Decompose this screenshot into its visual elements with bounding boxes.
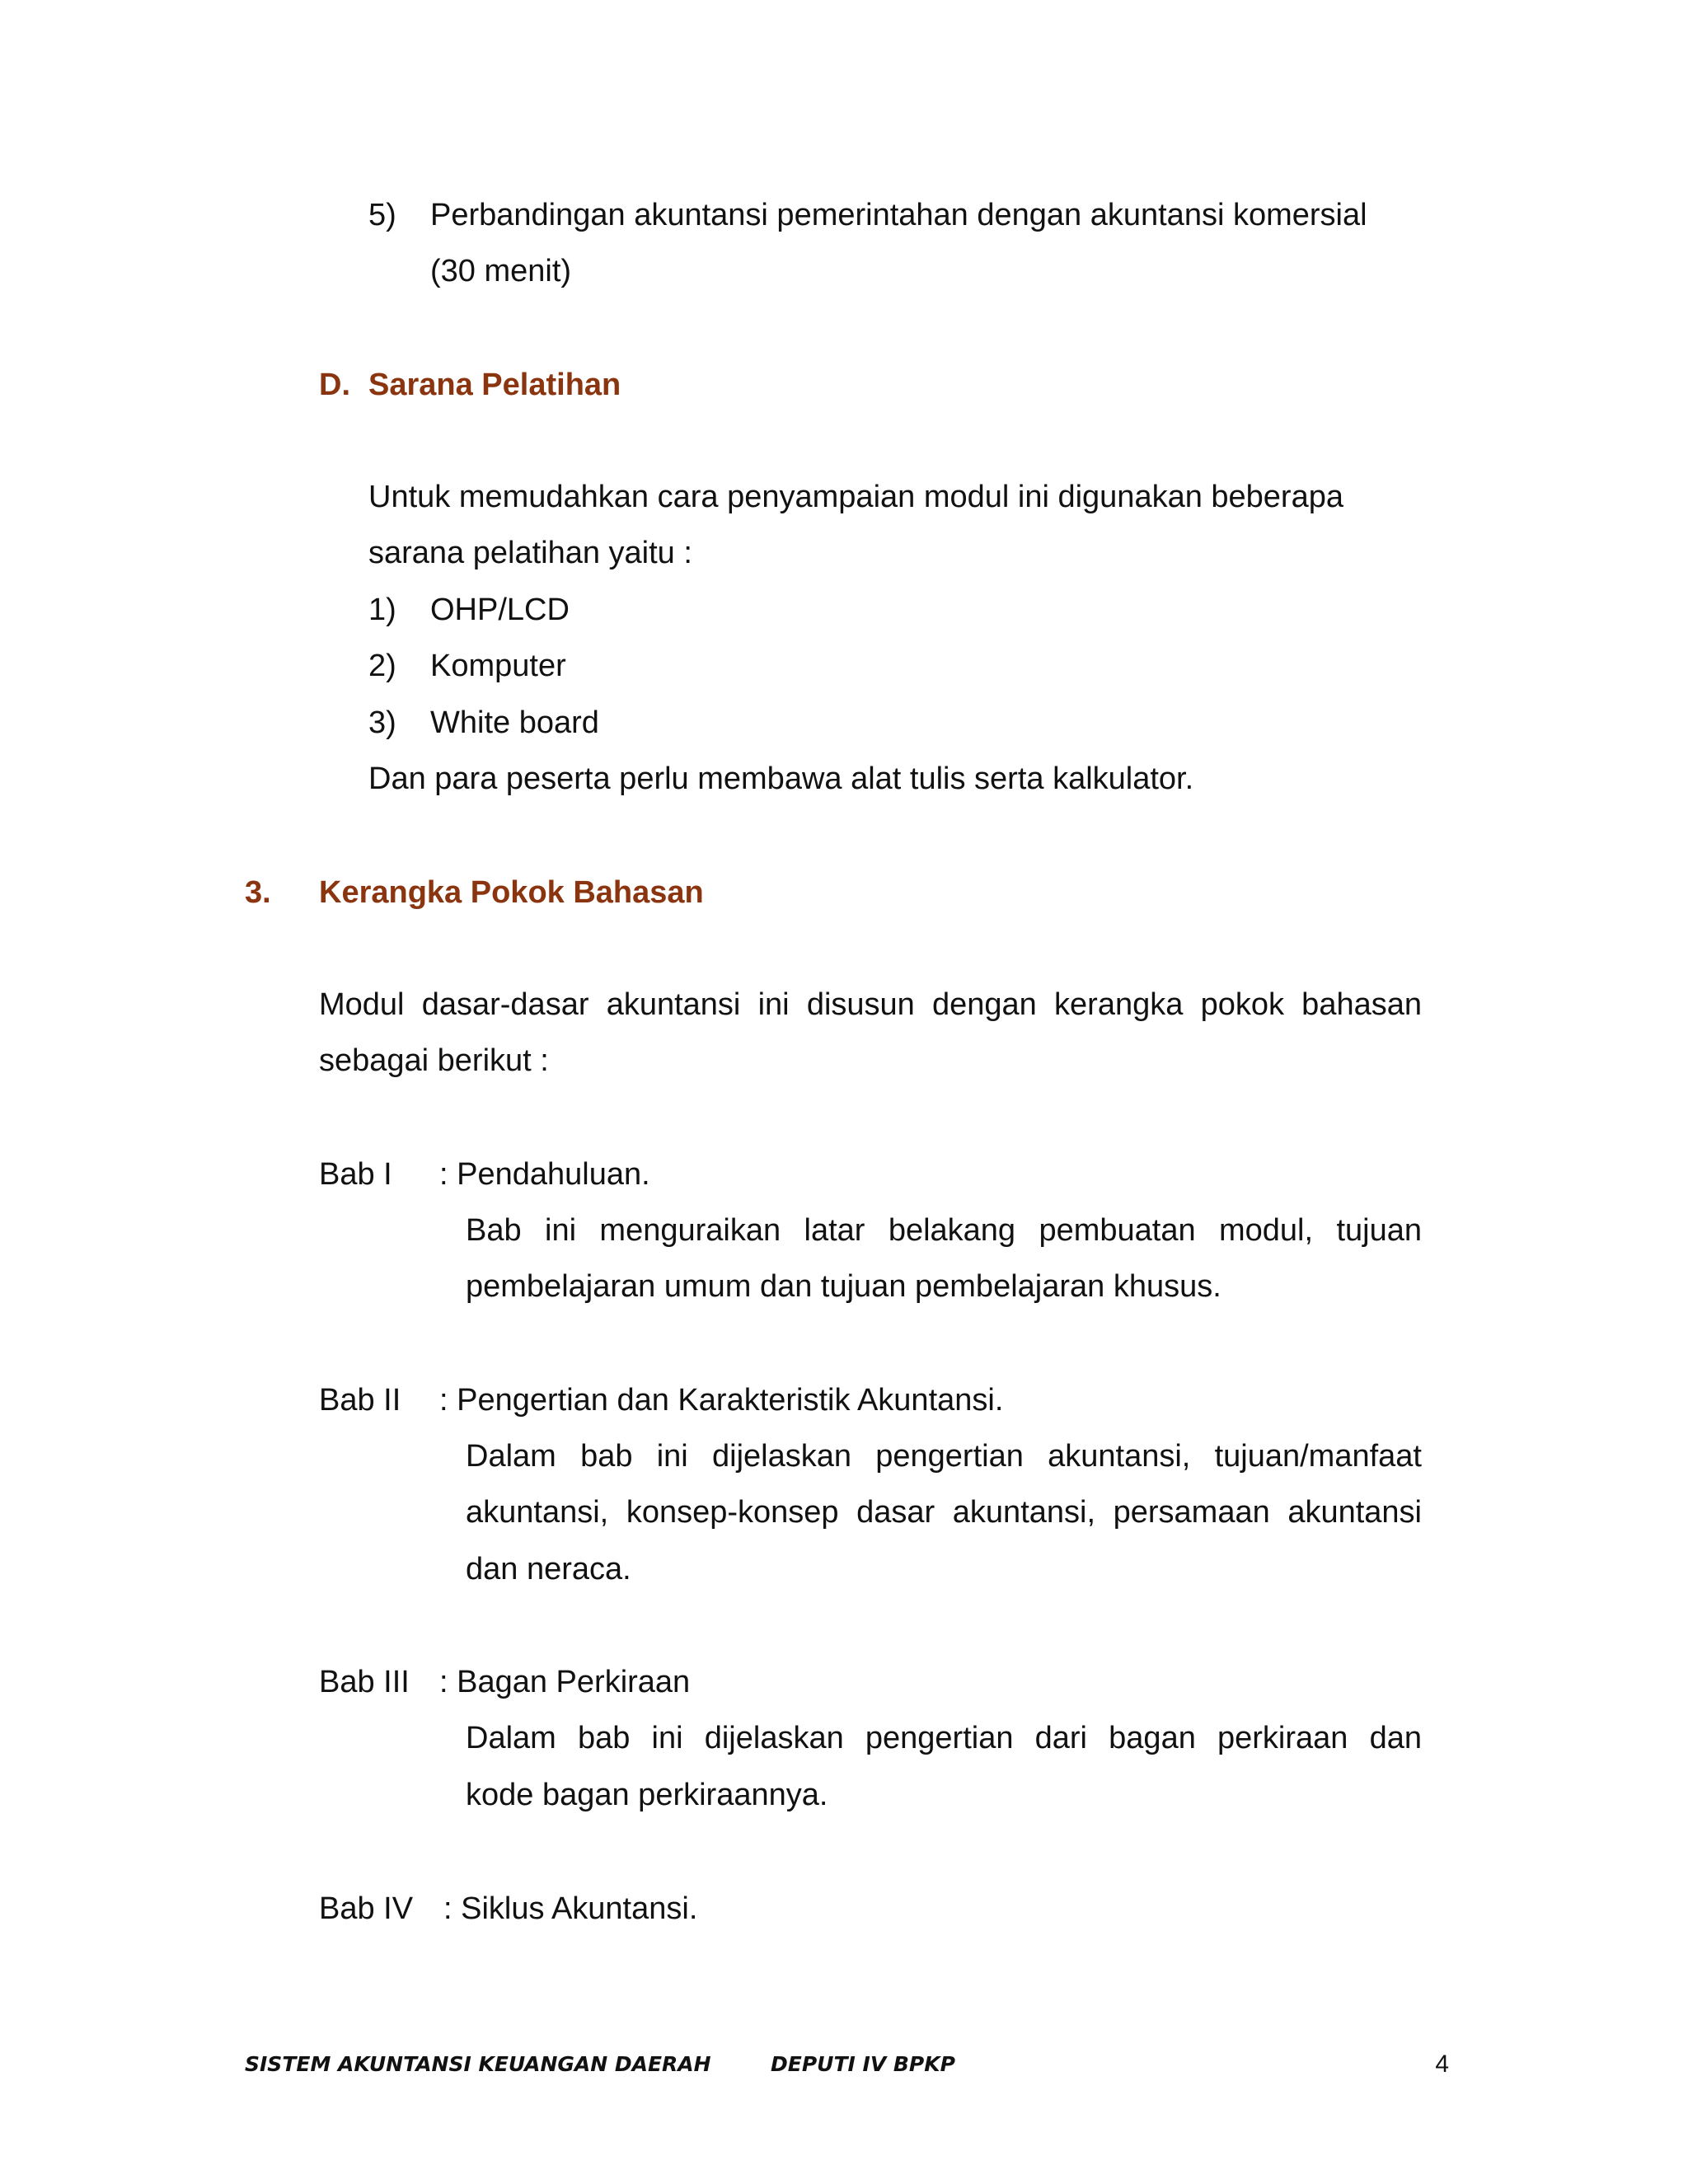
list-item: OHP/LCD <box>430 593 570 627</box>
section-letter: D. <box>319 368 350 402</box>
list-text: Perbandingan akuntansi pemerintahan dengan akuntansi komersial <box>430 198 1367 232</box>
page-number: 4 <box>1435 2050 1449 2078</box>
chapter-desc-line: kode bagan perkiraannya. <box>466 1778 828 1812</box>
chapter-label: Bab IV <box>319 1891 414 1926</box>
list-number: 3) <box>368 705 396 740</box>
chapter-title: : Pengertian dan Karakteristik Akuntansi. <box>439 1383 1004 1418</box>
paragraph-line: Untuk memudahkan cara penyampaian modul ini digunakan beberapa <box>368 480 1343 514</box>
paragraph-line: sebagai berikut : <box>319 1043 549 1078</box>
chapter-desc-line: Dalam bab ini dijelaskan pengertian dari bagan perkiraan dan <box>466 1721 1422 1755</box>
paragraph-line: sarana pelatihan yaitu : <box>368 536 692 570</box>
list-number: 1) <box>368 593 396 627</box>
footer-center: DEPUTI IV BPKP <box>771 2052 955 2076</box>
chapter-desc-line: Dalam bab ini dijelaskan pengertian akuntansi, tujuan/manfaat <box>466 1439 1422 1474</box>
chapter-title: : Bagan Perkiraan <box>439 1665 691 1699</box>
paragraph-line-justified: Modul dasar-dasar akuntansi ini disusun dengan kerangka pokok bahasan <box>319 987 1422 1022</box>
list-item: White board <box>430 705 599 740</box>
chapter-desc-line: dan neraca. <box>466 1552 631 1586</box>
section-number: 3. <box>245 875 271 910</box>
chapter-label: Bab I <box>319 1157 392 1192</box>
list-number: 2) <box>368 649 396 683</box>
list-text-cont: (30 menit) <box>430 254 572 288</box>
paragraph-line: Dan para peserta perlu membawa alat tulis serta kalkulator. <box>368 762 1194 796</box>
list-number: 5) <box>368 198 396 232</box>
chapter-title: : Siklus Akuntansi. <box>443 1891 698 1926</box>
chapter-desc-line: Bab ini menguraikan latar belakang pembuatan modul, tujuan <box>466 1213 1422 1248</box>
section-heading: Kerangka Pokok Bahasan <box>319 875 704 910</box>
chapter-label: Bab II <box>319 1383 401 1418</box>
chapter-title: : Pendahuluan. <box>439 1157 650 1192</box>
footer-left: SISTEM AKUNTANSI KEUANGAN DAERAH <box>245 2052 711 2076</box>
chapter-label: Bab III <box>319 1665 410 1699</box>
chapter-desc-line: akuntansi, konsep-konsep dasar akuntansi, persamaan akuntansi <box>466 1495 1422 1530</box>
list-item: Komputer <box>430 649 566 683</box>
chapter-desc-line: pembelajaran umum dan tujuan pembelajaran khusus. <box>466 1269 1221 1304</box>
section-heading: Sarana Pelatihan <box>368 368 621 402</box>
